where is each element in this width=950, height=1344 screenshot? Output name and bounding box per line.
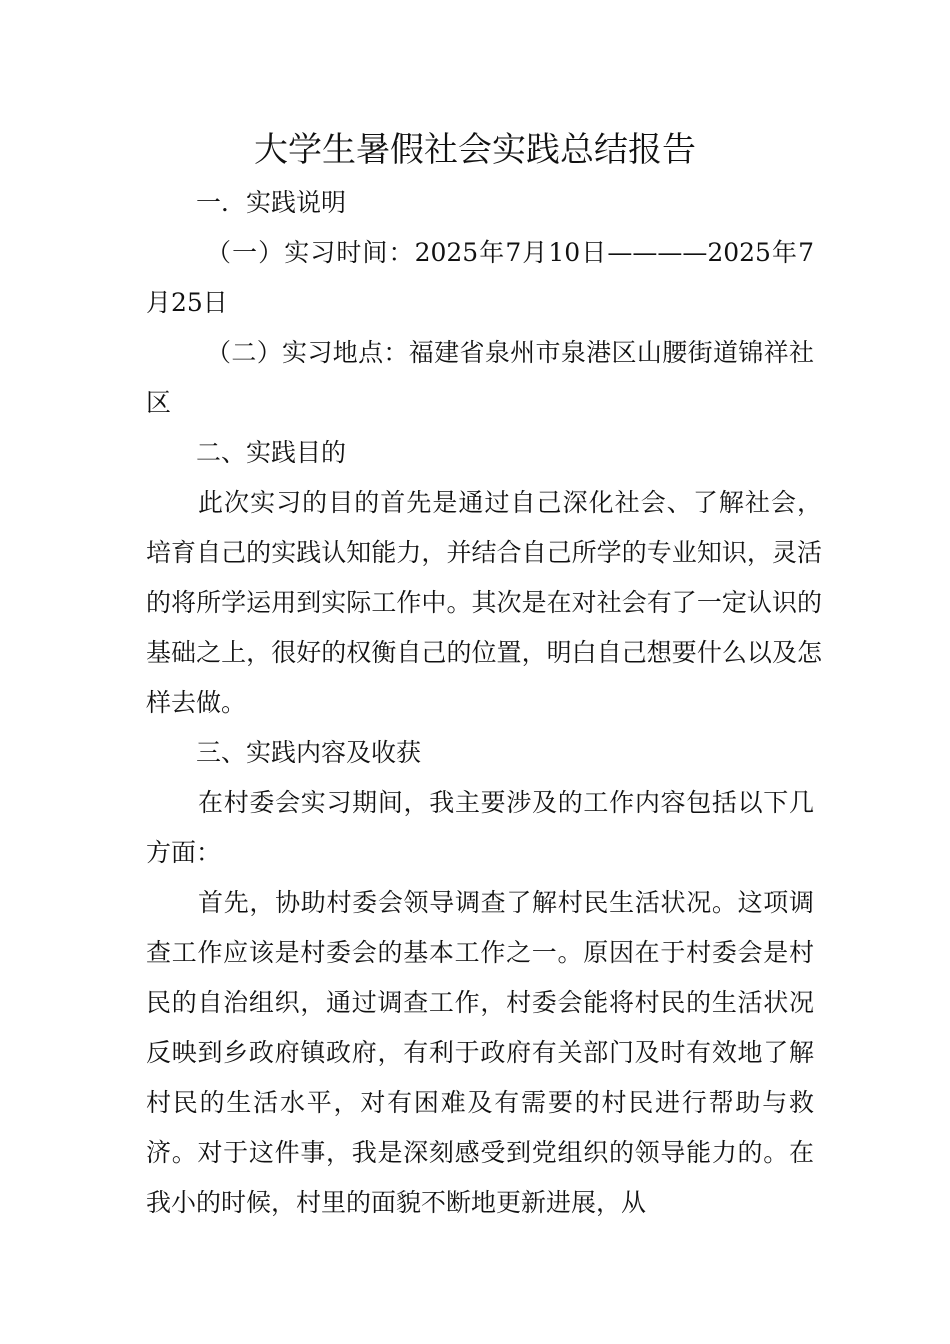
document-title: 大学生暑假社会实践总结报告	[254, 130, 696, 170]
content-intro-paragraph: 在村委会实习期间，我主要涉及的工作内容包括以下几方面：	[146, 788, 814, 867]
content-paragraph-first: 首先，协助村委会领导调查了解村民生活状况。这项调查工作应该是村委会的基本工作之一。原因在于村委会是村民的自治组织，通过调查工作，村委会能将村民的生活状况反映到乡政府镇政府，有利于政府有关部门及时有效地了解村民的生活水平，对有困难及有需要的村民进行帮助与救济。对于这件事，我是深刻感受到党组织的领导能力的。在我小的时候，村里的面貌不断地更新进展，从	[146, 888, 814, 1217]
section-heading-1: 一．实践说明	[196, 188, 347, 217]
practice-time: （一）实习时间：2025年7月10日————2025年7月25日	[146, 238, 814, 317]
practice-location: （二）实习地点：福建省泉州市泉港区山腰街道锦祥社区	[146, 338, 814, 417]
purpose-paragraph: 此次实习的目的首先是通过自己深化社会、了解社会，培育自己的实践认知能力，并结合自己所学的专业知识，灵活的将所学运用到实际工作中。其次是在对社会有了一定认识的基础之上，很好的权衡自己的位置，明白自己想要什么以及怎样去做。	[146, 488, 822, 717]
section-heading-3: 三、实践内容及收获	[196, 738, 422, 767]
section-heading-2: 二、实践目的	[196, 438, 347, 467]
